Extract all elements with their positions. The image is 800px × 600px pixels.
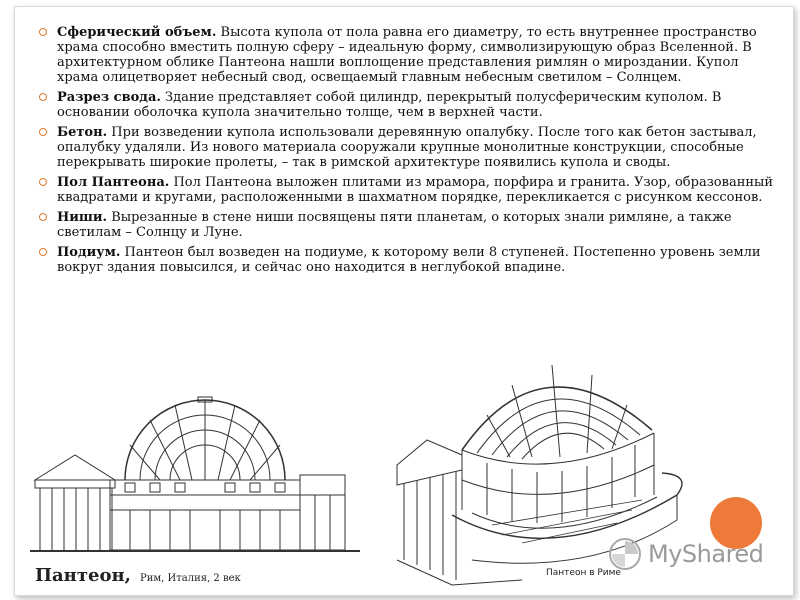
bullet-term: Ниши. [57,210,108,225]
pantheon-section-drawing [30,385,360,555]
bullet-term: Подиум. [57,245,121,260]
bullet-ring-icon [39,128,47,136]
bullet-text: Пол Пантеона выложен плитами из мрамора, порфира и гранита. Узор, образованный квадратами и кругами, расположенными в шахматном порядке, перекликается с рисунком кессонов. [57,175,774,205]
bullet-item-podium [37,245,777,275]
caption-right: Пантеон в Риме [546,568,621,578]
bullet-text: При возведении купола использовали деревянную опалубку. После того как бетон застывал, опалубку удаляли. Из нового материала сооружали крупные монолитные конструкции, способные перекрывать широкие пролеты, – так в римской архитектуре появились купола и своды. [57,125,757,170]
bullet-text: Высота купола от пола равна его диаметру, то есть внутреннее пространство храма способно вместить полную сферу – идеальную форму, символизирующую образ Вселенной. В архитектурном облике Пантеона нашли воплощение представления римлян о мироздании. Купол храма олицетворяет небесный свод, освещаемый главным небесным светилом – Солнцем. [57,25,757,85]
bullet-term: Разрез свода. [57,90,161,105]
bullet-item-vault-section [37,90,777,120]
bullet-text: Здание представляет собой цилиндр, перекрытый полусферическим куполом. В основании оболочка купола значительно толще, чем в верхней части. [57,90,722,120]
bullet-ring-icon [39,93,47,101]
bullet-text: Вырезанные в стене ниши посвящены пяти планетам, о которых знали римляне, а также светилам – Солнцу и Луне. [57,210,732,240]
bullet-ring-icon [39,248,47,256]
bullet-term: Пол Пантеона. [57,175,170,190]
bullet-term: Сферический объем. [57,25,217,40]
watermark-text: MyShared [648,540,764,568]
bullet-term: Бетон. [57,125,108,140]
bullet-item-floor [37,175,777,205]
bullet-item-niches [37,210,777,240]
bullet-list [37,25,777,280]
caption-left-subtitle: Рим, Италия, 2 век [139,573,241,584]
watermark-logo-icon [608,537,642,571]
watermark [608,536,778,572]
bullet-item-spherical-volume [37,25,777,85]
caption-left [35,565,241,586]
bullet-item-concrete [37,125,777,170]
bullet-ring-icon [39,178,47,186]
bullet-ring-icon [39,213,47,221]
bullet-ring-icon [39,28,47,36]
caption-left-title: Пантеон, [35,565,131,586]
bullet-text: Пантеон был возведен на подиуме, к которому вели 8 ступеней. Постепенно уровень земли вокруг здания повысился, и сейчас оно находится в неглубокой впадине. [57,245,761,275]
